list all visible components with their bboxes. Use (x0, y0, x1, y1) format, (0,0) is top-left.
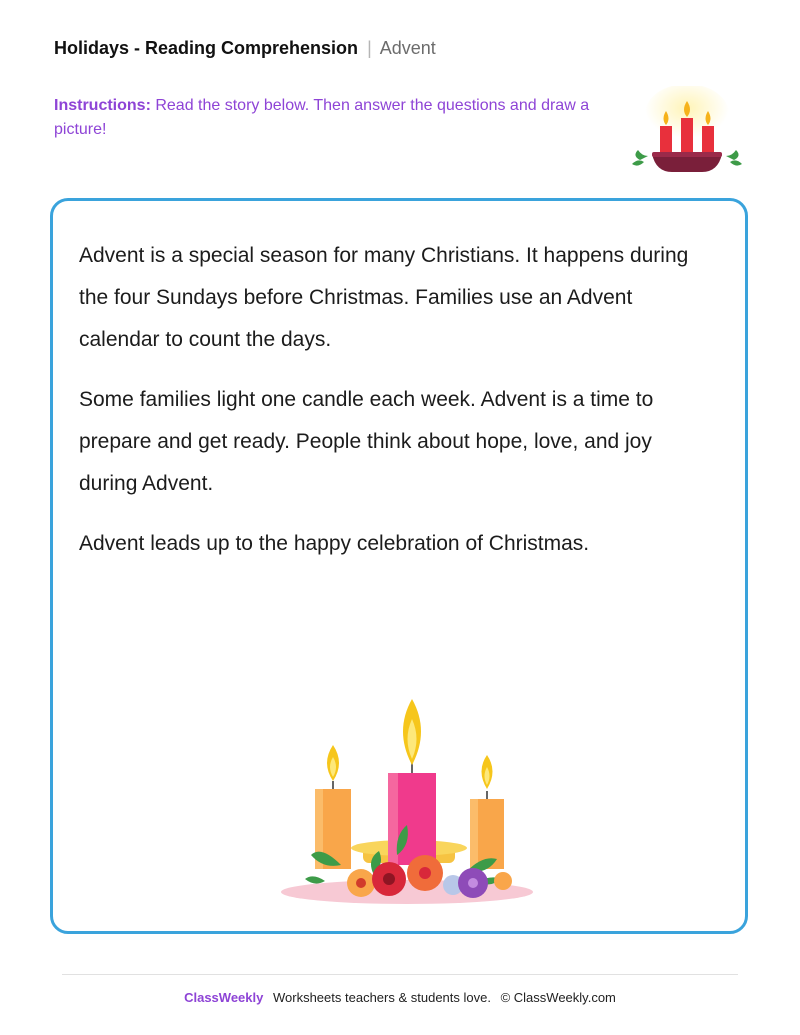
page-topic: Advent (379, 38, 436, 58)
page-title: Holidays - Reading Comprehension (54, 38, 359, 58)
footer-divider (62, 974, 738, 975)
footer-brand: ClassWeekly (184, 990, 264, 1005)
instructions (54, 94, 614, 142)
story-paragraph: Advent leads up to the happy celebration of Christmas. (79, 532, 590, 555)
title-separator: | (367, 38, 372, 58)
footer-copyright: © ClassWeekly.com (500, 990, 616, 1005)
advent-wreath-illustration (277, 695, 537, 910)
instructions-text: Read the story below. Then answer the questions and draw a picture! (54, 97, 590, 138)
story-box (50, 198, 748, 934)
story-paragraph: Advent is a special season for many Christians. It happens during the four Sundays before Christmas. Families use an Advent calendar to count the days. (79, 244, 689, 351)
story-paragraph: Some families light one candle each week. Advent is a time to prepare and get ready. People think about hope, love, and joy during Advent. (79, 388, 654, 495)
advent-candles-icon (632, 86, 742, 178)
footer-tagline: Worksheets teachers & students love. (272, 990, 491, 1005)
page-header (54, 38, 436, 59)
instructions-label: Instructions: (54, 97, 151, 114)
story-text (79, 235, 699, 583)
page-footer (0, 990, 800, 1005)
